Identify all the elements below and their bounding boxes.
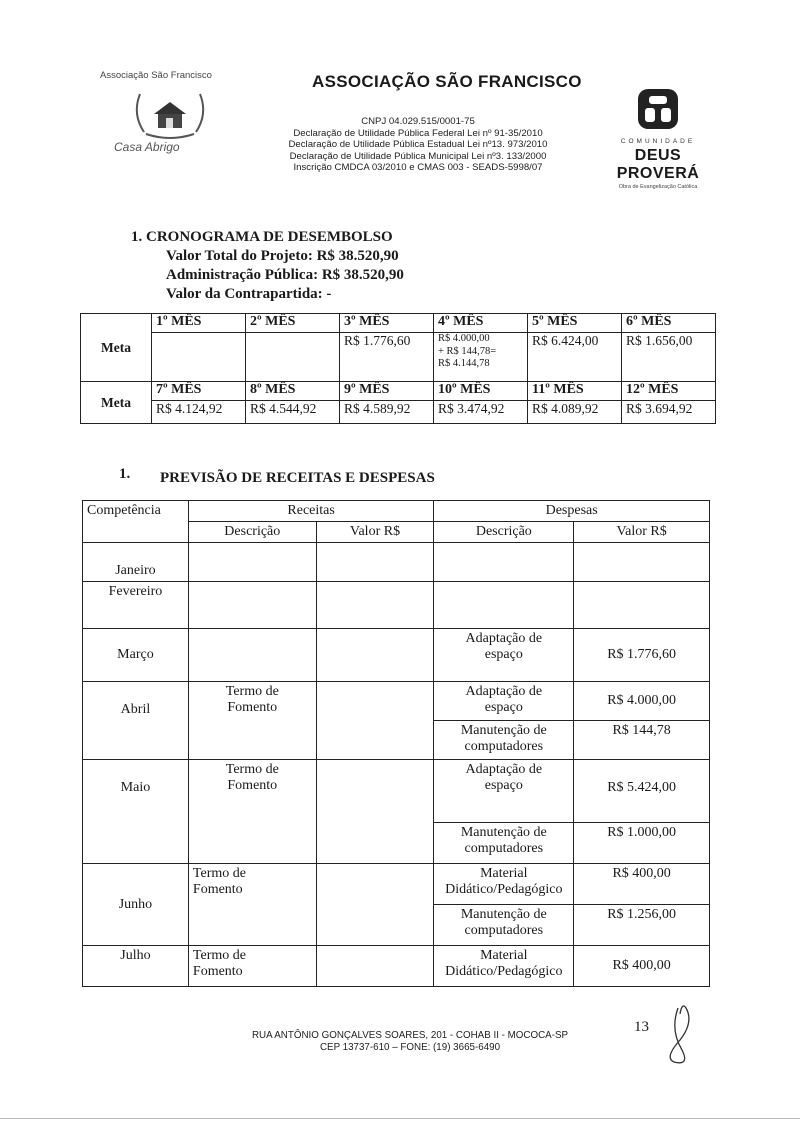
- meta-label: Meta: [81, 382, 152, 424]
- month-header: 3º MÊS: [340, 314, 434, 333]
- table-row: [83, 946, 710, 987]
- counterpart-value: Valor da Contrapartida: -: [166, 286, 332, 302]
- section-2-number: 1.: [119, 466, 131, 482]
- revenue-description: Termo de Fomento: [188, 682, 316, 760]
- expense-value: R$ 400,00: [574, 864, 710, 905]
- expense-description: Manutenção de computadores: [434, 823, 574, 864]
- month-value: R$ 4.089,92: [528, 401, 622, 424]
- month-header: 6º MÊS: [622, 314, 716, 333]
- header-competencia: Competência: [83, 501, 189, 543]
- expense-description: Material Didático/Pedagógico: [434, 864, 574, 905]
- table-row: [83, 582, 710, 629]
- month-value: [246, 333, 340, 382]
- expense-description: Adaptação de espaço: [434, 629, 574, 682]
- month-header: 9º MÊS: [340, 382, 434, 401]
- revenue-description: Termo de Fomento: [188, 760, 316, 864]
- revenue-description: Termo de Fomento: [188, 946, 316, 987]
- month-value: R$ 3.474,92: [434, 401, 528, 424]
- left-logo: [100, 70, 230, 165]
- month-header: 12º MÊS: [622, 382, 716, 401]
- expense-value: R$ 1.776,60: [574, 629, 710, 682]
- table-row: [83, 760, 710, 823]
- info-cnpj: CNPJ 04.029.515/0001-75: [361, 116, 475, 127]
- community-emblem-icon: [635, 86, 681, 132]
- month-janeiro: Janeiro: [83, 543, 189, 582]
- header-receitas: Receitas: [188, 501, 433, 522]
- table-row: [83, 682, 710, 721]
- footer-address: [210, 1030, 610, 1054]
- total-value: Valor Total do Projeto: R$ 38.520,90: [166, 248, 399, 264]
- month-header: 8º MÊS: [246, 382, 340, 401]
- revenue-description: Termo de Fomento: [188, 864, 316, 946]
- month-value: R$ 3.694,92: [622, 401, 716, 424]
- expense-value: R$ 1.000,00: [574, 823, 710, 864]
- header-desp-valor: Valor R$: [574, 522, 710, 543]
- month-fevereiro: Fevereiro: [83, 582, 189, 629]
- section-1-title: 1. CRONOGRAMA DE DESEMBOLSO: [131, 229, 393, 245]
- table-row: [83, 543, 710, 582]
- month-header: 11º MÊS: [528, 382, 622, 401]
- organization-name: ASSOCIAÇÃO SÃO FRANCISCO: [312, 72, 582, 91]
- table-row: [83, 864, 710, 905]
- month-julho: Julho: [83, 946, 189, 987]
- info-municipal: Declaração de Utilidade Pública Municipal Lei nº3. 133/2000: [289, 150, 547, 162]
- month-value: R$ 4.124,92: [152, 401, 246, 424]
- expense-value: R$ 400,00: [574, 946, 710, 987]
- month-value: [152, 333, 246, 382]
- header-rec-valor: Valor R$: [316, 522, 434, 543]
- expense-value: R$ 1.256,00: [574, 905, 710, 946]
- month-header: 5º MÊS: [528, 314, 622, 333]
- footer-line-2: CEP 13737-610 – FONE: (19) 3665-6490: [319, 1042, 501, 1053]
- organization-info: [268, 116, 568, 174]
- month-value: R$ 1.656,00: [622, 333, 716, 382]
- left-logo-top-text: Associação São Francisco: [100, 70, 212, 81]
- info-inscricao: Inscrição CMDCA 03/2010 e CMAS 003 - SEADS-5998/07: [293, 162, 543, 174]
- month-marco: Março: [83, 629, 189, 682]
- month-value: R$ 4.589,92: [340, 401, 434, 424]
- month-header: 10º MÊS: [434, 382, 528, 401]
- header-rec-descricao: Descrição: [188, 522, 316, 543]
- right-logo-main-text: DEUS PROVERÁ: [616, 147, 700, 182]
- expense-description: Manutenção de computadores: [434, 721, 574, 760]
- month-value: R$ 4.000,00 + R$ 144,78= R$ 4.144,78: [434, 333, 528, 382]
- expense-description: Adaptação de espaço: [434, 760, 574, 823]
- header-desp-descricao: Descrição: [434, 522, 574, 543]
- section-2-title: PREVISÃO DE RECEITAS E DESPESAS: [160, 470, 435, 486]
- footer-line-1: RUA ANTÔNIO GONÇALVES SOARES, 201 - COHAB II - MOCOCA-SP: [251, 1030, 569, 1041]
- info-federal: Declaração de Utilidade Pública Federal Lei nº 91-35/2010: [293, 127, 543, 139]
- table-row: [83, 629, 710, 682]
- month-value: R$ 4.544,92: [246, 401, 340, 424]
- month-junho: Junho: [83, 864, 189, 946]
- page-number: 13: [634, 1019, 649, 1035]
- page-bottom-rule: [0, 1118, 800, 1119]
- right-logo-sub-text: Obra de Evangelização Católica: [618, 184, 698, 190]
- expense-description: Adaptação de espaço: [434, 682, 574, 721]
- right-logo-top-text: COMUNIDADE: [620, 138, 696, 145]
- admin-value: Administração Pública: R$ 38.520,90: [166, 267, 404, 283]
- right-logo: [598, 86, 718, 190]
- house-hands-icon: [130, 84, 210, 142]
- month-header: 4º MÊS: [434, 314, 528, 333]
- month-header: 2º MÊS: [246, 314, 340, 333]
- month-maio: Maio: [83, 760, 189, 864]
- left-logo-bottom-text: Casa Abrigo: [114, 140, 180, 154]
- meta-label: Meta: [81, 314, 152, 382]
- month-header: 1º MÊS: [152, 314, 246, 333]
- disbursement-schedule-table: [80, 313, 716, 424]
- month-value: R$ 6.424,00: [528, 333, 622, 382]
- revenue-expense-table: [82, 500, 710, 987]
- expense-value: R$ 5.424,00: [574, 760, 710, 823]
- header-despesas: Despesas: [434, 501, 710, 522]
- info-estadual: Declaração de Utilidade Pública Estadual Lei nº13. 973/2010: [288, 139, 548, 151]
- month-value: R$ 1.776,60: [340, 333, 434, 382]
- expense-value: R$ 144,78: [574, 721, 710, 760]
- expense-description: Material Didático/Pedagógico: [434, 946, 574, 987]
- expense-value: R$ 4.000,00: [574, 682, 710, 721]
- month-header: 7º MÊS: [152, 382, 246, 401]
- month-abril: Abril: [83, 682, 189, 760]
- expense-description: Manutenção de computadores: [434, 905, 574, 946]
- signature-initials-icon: [660, 1000, 700, 1070]
